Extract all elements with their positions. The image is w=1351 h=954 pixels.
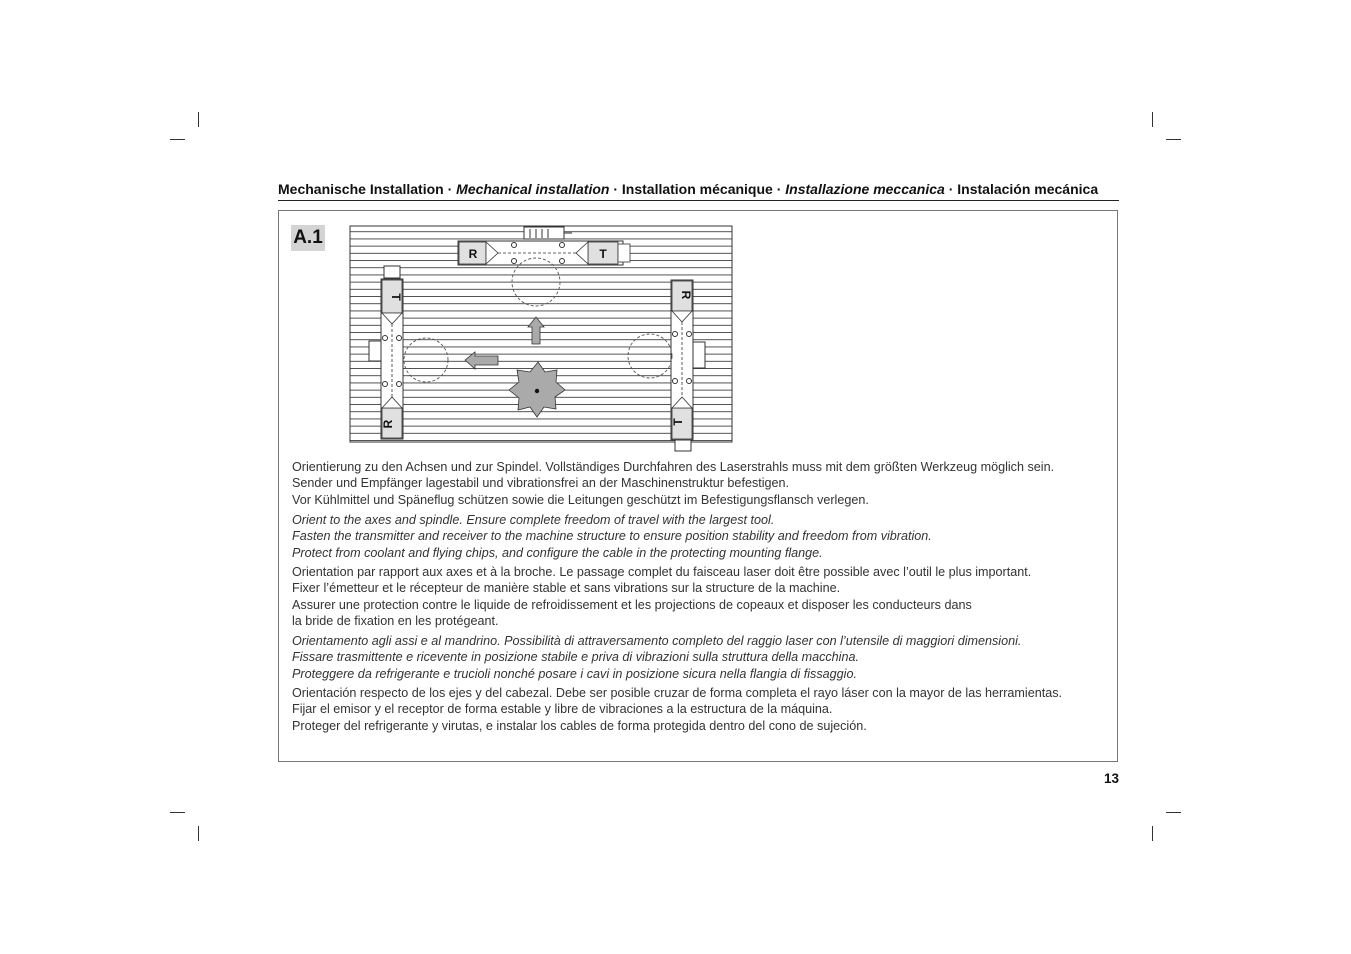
top-marker-r: R [468, 247, 478, 261]
paragraph-it [292, 633, 1116, 682]
paragraph-line: Protect from coolant and flying chips, and configure the cable in the protecting mounting flange. [292, 545, 823, 560]
header-separator: · [609, 181, 622, 197]
crop-mark [1166, 139, 1181, 140]
paragraph-fr [292, 564, 1116, 629]
paragraph-line: Fixer l’émetteur et le récepteur de manière stable et sans vibrations sur la structure de la machine. [292, 581, 841, 596]
paragraph-line: Fasten the transmitter and receiver to the machine structure to ensure position stability and freedom from vibration. [292, 529, 932, 544]
header-de: Mechanische Installation [278, 181, 444, 197]
right-marker-r: R [679, 290, 693, 300]
paragraph-de [292, 459, 1116, 508]
paragraph-line: Orientation par rapport aux axes et à la broche. Le passage complet du faisceau laser doit être possible avec l’outil le plus important. [292, 565, 1032, 579]
left-marker-r: R [381, 419, 395, 429]
header-separator: · [944, 181, 958, 197]
left-marker-t: T [389, 293, 403, 301]
right-marker-t: T [671, 418, 685, 426]
paragraph-line: Proteger del refrigerante y virutas, e instalar los cables de forma protegida dentro del cono de sujeción. [292, 718, 867, 733]
header-en: Mechanical installation [456, 181, 610, 197]
paragraph-line: Assurer une protection contre le liquide de refroidissement et les projections de copeaux et disposer les conducteurs dans [292, 597, 972, 612]
crop-mark [1166, 812, 1181, 813]
header-es: Instalación mecánica [957, 181, 1099, 197]
crop-mark [1152, 112, 1153, 127]
paragraph-line: Fissare trasmittente e ricevente in posizione stabile e priva di vibrazioni sulla struttura della macchina. [292, 650, 859, 665]
crop-mark [170, 812, 185, 813]
paragraph-es [292, 685, 1116, 734]
crop-mark [198, 112, 199, 127]
paragraph-line: Vor Kühlmittel und Späneflug schützen sowie die Leitungen geschützt im Befestigungsflansch verlegen. [292, 492, 869, 507]
paragraph-line: Sender und Empfänger lagestabil und vibrationsfrei an der Maschinenstruktur befestigen. [292, 476, 790, 491]
crop-mark [170, 139, 185, 140]
paragraph-en [292, 512, 1116, 561]
crop-mark [1152, 826, 1153, 841]
paragraph-line: la bride de fixation en les protégeant. [292, 613, 499, 628]
paragraph-line: Orientierung zu den Achsen und zur Spindel. Vollständiges Durchfahren des Laserstrahls muss mit dem größten Werkzeug möglich sein. [292, 460, 1055, 474]
crop-mark [198, 826, 199, 841]
header-separator: · [443, 181, 457, 197]
header-separator: · [772, 181, 786, 197]
paragraph-line: Orient to the axes and spindle. Ensure complete freedom of travel with the largest tool. [292, 513, 775, 527]
installation-diagram [348, 224, 734, 454]
section-header [278, 181, 1119, 201]
paragraph-line: Proteggere da refrigerante e trucioli nonché posare i cavi in posizione sicura nella flangia di fissaggio. [292, 666, 857, 681]
paragraph-line: Orientamento agli assi e al mandrino. Possibilità di attraversamento completo del raggio laser con l’utensile di maggiori dimensioni. [292, 634, 1022, 648]
figure-label: A.1 [291, 225, 325, 251]
paragraph-line: Fijar el emisor y el receptor de forma estable y libre de vibraciones a la estructura de la máquina. [292, 702, 833, 717]
header-fr: Installation mécanique [621, 181, 773, 197]
paragraph-line: Orientación respecto de los ejes y del cabezal. Debe ser posible cruzar de forma completa el rayo láser con la mayor de las herramientas. [292, 686, 1062, 700]
page-number: 13 [1103, 771, 1119, 786]
header-it: Installazione meccanica [785, 181, 945, 197]
top-marker-t: T [599, 247, 607, 261]
